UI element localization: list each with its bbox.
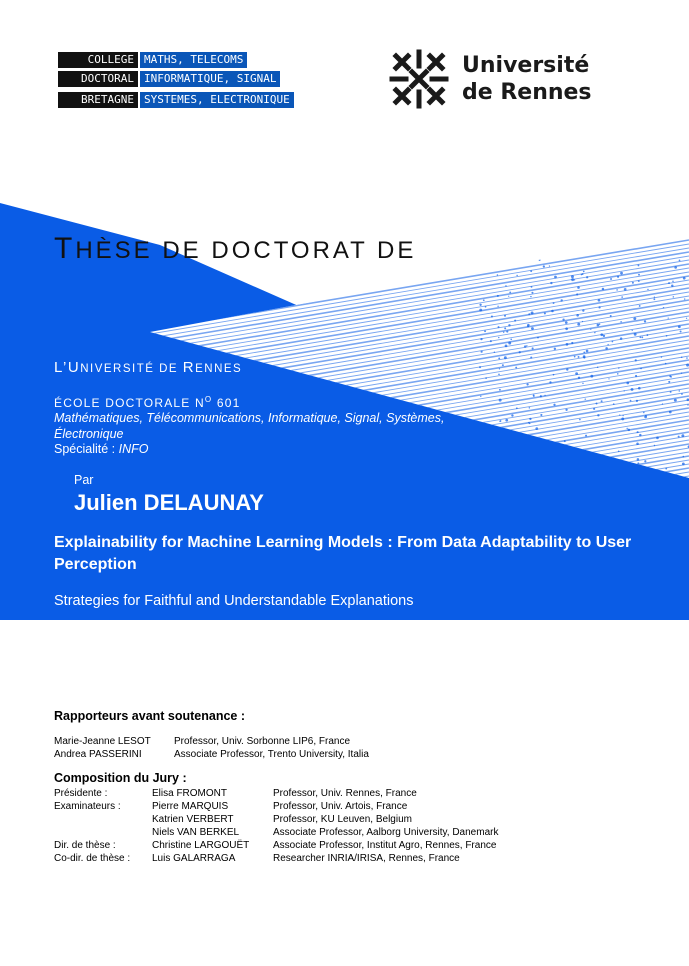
jury-role: Examinateurs : <box>54 801 121 812</box>
texture-dot <box>544 312 546 314</box>
thesis-heading-initial: T <box>54 232 76 265</box>
jury-name: Pierre MARQUIS <box>152 801 229 812</box>
texture-dot <box>631 388 634 391</box>
university-name-r: R <box>182 359 196 376</box>
texture-dot <box>479 366 481 368</box>
texture-dot <box>565 327 568 330</box>
texture-dot <box>516 407 518 409</box>
rapporteur-name: Marie-Jeanne LESOT <box>54 736 151 747</box>
texture-dot <box>507 262 510 265</box>
cdb-left-label: BRETAGNE <box>58 92 138 108</box>
jury-role: Co-dir. de thèse : <box>54 853 131 864</box>
texture-dot <box>639 336 641 338</box>
list-item <box>54 800 498 813</box>
texture-dot <box>686 357 688 359</box>
jury-affiliation: Researcher INRIA/IRISA, Rennes, France <box>273 853 460 864</box>
jury-heading: Composition du Jury : <box>54 771 187 785</box>
list-item <box>54 813 498 826</box>
texture-dot <box>511 414 513 416</box>
texture-dot <box>627 428 628 429</box>
par-label: Par <box>74 473 94 487</box>
texture-dot <box>531 292 533 294</box>
texture-dot <box>483 299 485 301</box>
texture-dot <box>633 317 636 320</box>
texture-dot <box>640 368 642 370</box>
texture-dot <box>484 330 486 332</box>
texture-dot <box>635 359 637 361</box>
university-name-end: ENNES <box>195 363 243 375</box>
texture-dot <box>530 356 532 358</box>
texture-dot <box>678 325 681 328</box>
texture-dot <box>577 286 580 289</box>
texture-dot <box>654 445 655 446</box>
texture-dot <box>598 299 601 302</box>
texture-dot <box>485 306 487 308</box>
ecole-number: 601 <box>212 396 241 410</box>
texture-dot <box>571 342 573 344</box>
rapporteur-name: Andrea PASSERINI <box>54 749 142 760</box>
texture-dot <box>637 458 639 460</box>
texture-dot <box>497 295 499 297</box>
texture-dot <box>504 315 506 317</box>
texture-dot <box>562 318 564 320</box>
texture-dot <box>508 324 510 326</box>
texture-dot <box>531 311 534 314</box>
texture-dot <box>510 338 512 340</box>
texture-dot <box>583 271 585 273</box>
texture-dot <box>531 286 533 288</box>
texture-dot <box>636 442 639 445</box>
texture-dot <box>586 276 588 278</box>
texture-dot <box>499 399 502 402</box>
texture-dot <box>565 321 568 324</box>
texture-dot <box>674 266 677 269</box>
texture-dot <box>505 419 508 422</box>
texture-dot <box>498 326 500 328</box>
texture-dot <box>680 330 682 332</box>
texture-dot <box>683 456 685 458</box>
texture-dot <box>624 288 627 291</box>
texture-dot <box>526 345 527 346</box>
texture-dot <box>508 342 511 345</box>
texture-dot <box>532 347 534 349</box>
texture-dot <box>661 356 662 357</box>
university-name-rest: NIVERSITÉ DE <box>80 363 183 375</box>
texture-dot <box>504 356 507 359</box>
texture-dot <box>530 270 532 272</box>
texture-dot <box>531 327 534 330</box>
jury-affiliation: Professor, KU Leuven, Belgium <box>273 814 412 825</box>
texture-dot <box>653 298 655 300</box>
texture-dot <box>549 265 550 266</box>
texture-dot <box>524 345 526 347</box>
texture-dot <box>575 372 578 375</box>
specialite-label: Spécialité : <box>54 442 119 456</box>
texture-dot <box>600 333 603 336</box>
texture-dot <box>681 434 684 437</box>
texture-dot <box>528 422 530 424</box>
texture-dot <box>576 293 578 295</box>
texture-dot <box>605 347 608 350</box>
texture-dot <box>630 400 632 402</box>
texture-dot <box>479 309 482 312</box>
author-name: Julien DELAUNAY <box>74 490 264 515</box>
ecole-label: ÉCOLE DOCTORALE N <box>54 396 205 410</box>
texture-dot <box>498 357 500 359</box>
texture-dot <box>672 280 674 282</box>
texture-dot <box>681 357 683 359</box>
texture-dot <box>684 298 685 299</box>
jury-affiliation: Associate Professor, Institut Agro, Rennes, France <box>273 840 497 851</box>
texture-dot <box>496 264 498 266</box>
texture-dot <box>505 345 508 348</box>
list-item <box>54 787 498 800</box>
texture-dot <box>626 382 629 385</box>
specialite-value: INFO <box>118 442 149 456</box>
texture-dot <box>551 310 554 313</box>
texture-dot <box>503 331 504 332</box>
texture-dot <box>617 373 619 375</box>
texture-dot <box>526 383 528 385</box>
texture-dot <box>668 282 670 284</box>
texture-dot <box>654 296 655 297</box>
texture-dot <box>598 306 600 308</box>
jury-name: Christine LARGOUËT <box>152 840 250 851</box>
texture-dot <box>643 412 645 414</box>
texture-dot <box>553 302 555 304</box>
texture-dot <box>506 331 508 333</box>
texture-dot <box>647 289 648 290</box>
texture-dot <box>678 436 680 438</box>
list-item <box>54 748 369 761</box>
texture-dot <box>681 373 682 374</box>
texture-dot <box>673 296 675 298</box>
rapporteur-affiliation: Associate Professor, Trento University, Italia <box>174 749 369 760</box>
texture-dot <box>686 318 687 319</box>
texture-dot <box>481 351 483 353</box>
rapporteur-affiliation: Professor, Univ. Sorbonne LIP6, France <box>174 736 351 747</box>
cdb-right-label: INFORMATIQUE, SIGNAL <box>140 71 280 87</box>
specialite <box>54 442 148 456</box>
texture-dot <box>533 396 534 397</box>
texture-dot <box>619 414 620 415</box>
texture-dot <box>679 260 681 262</box>
texture-dot <box>498 374 500 376</box>
texture-dot <box>594 332 595 333</box>
cdb-right-label: MATHS, TELECOMS <box>140 52 247 68</box>
cdb-row <box>58 71 280 87</box>
texture-dot <box>668 381 670 383</box>
texture-dot <box>530 296 531 297</box>
texture-dot <box>671 285 673 287</box>
texture-dot <box>560 299 562 301</box>
texture-dot <box>602 288 604 290</box>
texture-dot <box>514 320 516 322</box>
texture-dot <box>669 411 672 414</box>
cdb-left-label: DOCTORAL <box>58 71 138 87</box>
cdb-right-label: SYSTEMES, ELECTRONIQUE <box>140 92 294 108</box>
texture-dot <box>529 407 530 408</box>
list-item <box>54 826 498 839</box>
rapporteurs-list <box>54 735 369 761</box>
jury-affiliation: Associate Professor, Aalborg University, Danemark <box>273 827 499 838</box>
cdb-row <box>58 92 294 108</box>
texture-dot <box>583 356 585 358</box>
texture-dot <box>585 435 587 437</box>
texture-dot <box>499 368 500 369</box>
texture-dot <box>583 351 585 353</box>
texture-dot <box>668 318 669 319</box>
university-line-1: Université <box>462 53 590 78</box>
texture-dot <box>641 336 643 338</box>
texture-dot <box>601 400 603 402</box>
texture-dot <box>620 272 623 275</box>
texture-dot <box>683 277 686 280</box>
texture-dot <box>644 320 646 322</box>
texture-dot <box>617 276 619 278</box>
texture-dot <box>618 367 619 368</box>
texture-dot <box>679 390 680 391</box>
jury-name: Elisa FROMONT <box>152 788 227 799</box>
texture-dot <box>628 429 631 432</box>
texture-dot <box>491 315 493 317</box>
list-item <box>54 839 498 852</box>
thesis-heading-rest: HÈSE DE DOCTORAT DE <box>75 237 417 264</box>
texture-dot <box>540 395 542 397</box>
texture-dot <box>571 275 574 278</box>
texture-dot <box>516 275 517 276</box>
texture-dot <box>586 350 589 353</box>
texture-dot <box>581 274 582 275</box>
texture-dot <box>537 337 539 339</box>
texture-dot <box>634 333 637 336</box>
texture-dot <box>571 278 574 281</box>
universite-de-rennes-wordmark <box>462 52 592 106</box>
texture-dot <box>665 363 667 365</box>
texture-dot <box>574 356 576 358</box>
university-name <box>54 359 242 376</box>
texture-dot <box>596 403 598 405</box>
texture-dot <box>519 351 521 353</box>
ecole-sup: O <box>204 395 213 404</box>
texture-dot <box>553 404 555 406</box>
texture-dot <box>514 259 517 262</box>
texture-dot <box>544 395 545 396</box>
texture-dot <box>597 324 600 327</box>
texture-dot <box>662 403 663 404</box>
texture-dot <box>585 398 586 399</box>
cdb-left-label: COLLEGE <box>58 52 138 68</box>
texture-dot <box>564 440 566 442</box>
texture-dot <box>578 356 580 358</box>
texture-dot <box>670 376 672 378</box>
texture-dot <box>638 280 640 282</box>
texture-dot <box>637 431 639 433</box>
texture-dot <box>638 274 640 276</box>
doctoral-domain: Mathématiques, Télécommunications, Informatique, Signal, Systèmes, Électronique <box>54 411 445 441</box>
texture-dot <box>656 436 659 439</box>
cdb-row <box>58 52 247 68</box>
texture-dot <box>613 403 615 405</box>
texture-dot <box>497 306 498 307</box>
texture-dot <box>566 368 568 370</box>
list-item <box>54 852 498 865</box>
texture-dot <box>540 414 542 416</box>
texture-dot <box>639 305 641 307</box>
jury-affiliation: Professor, Univ. Artois, France <box>273 801 408 812</box>
texture-dot <box>479 304 481 306</box>
texture-dot <box>638 387 641 390</box>
jury-name: Luis GALARRAGA <box>152 853 236 864</box>
university-line-2: de Rennes <box>462 80 592 105</box>
texture-dot <box>638 265 640 267</box>
texture-dot <box>590 375 593 378</box>
texture-dot <box>539 259 541 261</box>
texture-dot <box>527 325 529 327</box>
texture-dot <box>505 285 507 287</box>
texture-dot <box>529 418 531 420</box>
texture-dot <box>480 338 482 340</box>
list-item <box>54 735 369 748</box>
texture-dot <box>582 383 583 384</box>
texture-dot <box>644 460 646 462</box>
texture-dot <box>494 351 495 352</box>
texture-dot <box>608 378 609 379</box>
texture-dot <box>603 335 605 337</box>
jury-name: Katrien VERBERT <box>152 814 234 825</box>
texture-dot <box>480 396 481 397</box>
texture-dot <box>490 340 492 342</box>
texture-dot <box>623 415 624 416</box>
ecole-doctorale <box>54 395 240 410</box>
jury-affiliation: Professor, Univ. Rennes, France <box>273 788 417 799</box>
texture-dot <box>621 296 623 298</box>
universite-de-rennes-emblem-icon <box>388 48 450 110</box>
texture-dot <box>682 463 685 466</box>
texture-dot <box>497 274 499 276</box>
texture-dot <box>646 334 648 336</box>
texture-dot <box>636 400 638 402</box>
texture-dot <box>635 375 637 377</box>
thesis-heading <box>54 232 416 266</box>
texture-dot <box>620 337 623 340</box>
texture-dot <box>582 321 583 322</box>
texture-dot <box>597 414 599 416</box>
texture-dot <box>528 313 530 315</box>
texture-dot <box>509 291 511 293</box>
texture-dot <box>543 265 545 267</box>
texture-dot <box>681 393 683 395</box>
texture-dot <box>663 307 664 308</box>
texture-dot <box>566 343 569 346</box>
texture-dot <box>579 419 581 421</box>
texture-dot <box>612 341 614 343</box>
texture-dot <box>590 329 591 330</box>
texture-dot <box>674 399 677 402</box>
rapporteurs-heading: Rapporteurs avant soutenance : <box>54 709 246 723</box>
texture-dot <box>550 282 552 284</box>
texture-dot <box>515 367 517 369</box>
texture-dot <box>504 327 506 329</box>
texture-dot <box>502 364 504 366</box>
texture-dot <box>577 323 580 326</box>
jury-list <box>54 787 498 865</box>
texture-dot <box>597 366 599 368</box>
thesis-title: Explainability for Machine Learning Models : From Data Adaptability to User Perception <box>54 534 632 573</box>
texture-dot <box>616 289 618 291</box>
texture-dot <box>549 381 551 383</box>
texture-dot <box>554 348 556 350</box>
texture-dot <box>498 337 499 338</box>
texture-dot <box>665 468 667 470</box>
texture-dot <box>508 296 509 297</box>
texture-dot <box>553 374 555 376</box>
texture-dot <box>632 282 634 284</box>
texture-dot <box>610 315 612 317</box>
texture-dot <box>670 391 672 393</box>
texture-dot <box>599 323 600 324</box>
texture-dot <box>574 279 575 280</box>
texture-dot <box>565 409 567 411</box>
texture-dot <box>624 390 625 391</box>
texture-dot <box>618 451 620 453</box>
texture-dot <box>620 321 622 323</box>
texture-dot <box>593 408 595 410</box>
texture-dot <box>582 309 584 311</box>
texture-dot <box>499 389 501 391</box>
texture-dot <box>666 335 668 337</box>
texture-dot <box>554 276 557 279</box>
texture-dot <box>610 278 612 280</box>
jury-role: Dir. de thèse : <box>54 840 116 851</box>
texture-dot <box>639 434 641 436</box>
texture-dot <box>535 427 538 430</box>
jury-role: Présidente : <box>54 788 108 799</box>
jury-name: Niels VAN BERKEL <box>152 827 240 838</box>
texture-dot <box>607 344 608 345</box>
texture-dot <box>485 377 487 379</box>
texture-dot <box>644 416 647 419</box>
texture-dot <box>632 330 633 331</box>
thesis-subtitle: Strategies for Faithful and Understandable Explanations <box>54 593 414 609</box>
texture-dot <box>578 377 580 379</box>
texture-dot <box>621 417 624 420</box>
texture-dot <box>576 314 579 317</box>
university-prefix: L’U <box>54 359 81 376</box>
